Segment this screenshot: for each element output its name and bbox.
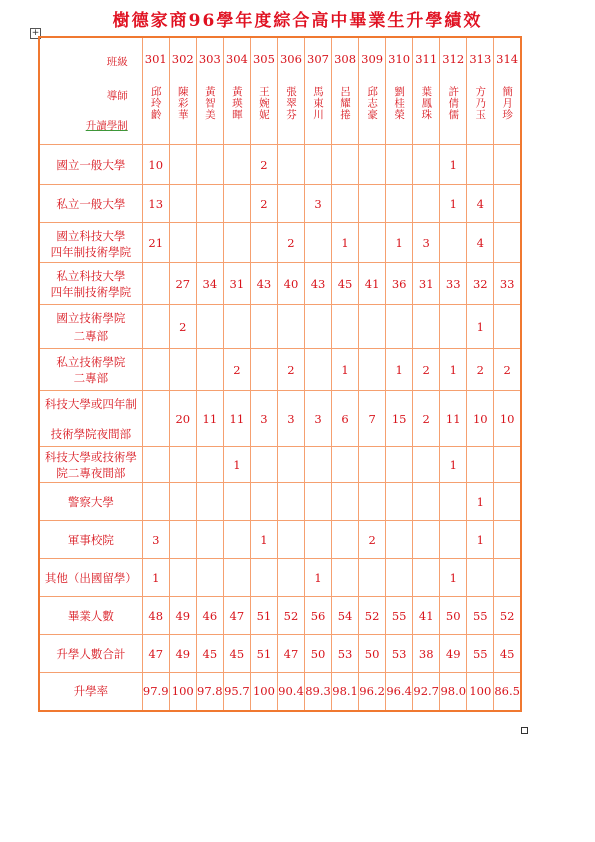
value-cell: [413, 559, 440, 597]
teacher-name: 陳彩華: [176, 86, 189, 121]
value-cell: 4: [467, 223, 494, 263]
value-cell: [277, 483, 304, 521]
value-cell: [223, 559, 250, 597]
value-cell: 1: [467, 483, 494, 521]
value-cell: 1: [440, 447, 467, 483]
row-label: 升學人數合計: [56, 646, 126, 661]
value-cell: 100: [169, 673, 196, 711]
value-cell: [304, 483, 331, 521]
value-cell: 89.3: [304, 673, 331, 711]
teacher-name: 葉鳳珠: [420, 86, 433, 121]
value-cell: [196, 349, 223, 391]
value-cell: 2: [359, 521, 386, 559]
value-cell: 49: [440, 635, 467, 673]
row-label-second: 技術學院夜間部: [50, 426, 132, 441]
class-header-cell: [440, 37, 467, 145]
row-label-cell: [39, 145, 142, 185]
class-number: 311: [415, 52, 438, 66]
value-cell: 53: [332, 635, 359, 673]
page-title: 樹德家商96學年度綜合高中畢業生升學績效: [112, 11, 483, 31]
teacher-name: 黃瑛暉: [230, 86, 243, 121]
value-cell: [169, 483, 196, 521]
value-cell: [277, 145, 304, 185]
class-header-cell: [386, 37, 413, 145]
class-number: 307: [307, 52, 329, 66]
table-row: [39, 447, 521, 483]
value-cell: 3: [277, 391, 304, 447]
value-cell: 1: [440, 145, 467, 185]
row-label: 畢業人數: [67, 608, 114, 623]
class-number: 304: [225, 52, 248, 66]
value-cell: 10: [467, 391, 494, 447]
row-label-second: 四年制技術學院: [50, 244, 132, 259]
value-cell: [386, 145, 413, 185]
value-cell: [467, 447, 494, 483]
row-label: 私立一般大學: [56, 196, 126, 211]
value-cell: 53: [386, 635, 413, 673]
value-cell: 52: [277, 597, 304, 635]
value-cell: [494, 483, 521, 521]
value-cell: 11: [196, 391, 223, 447]
table-row: [39, 635, 521, 673]
value-cell: 47: [223, 597, 250, 635]
header-row: [39, 37, 521, 145]
value-cell: [359, 305, 386, 349]
value-cell: 1: [440, 349, 467, 391]
class-header-cell: [332, 37, 359, 145]
value-cell: [440, 223, 467, 263]
value-cell: [277, 185, 304, 223]
value-cell: [196, 521, 223, 559]
value-cell: [386, 483, 413, 521]
value-cell: 1: [223, 447, 250, 483]
row-label-cell: [39, 349, 142, 391]
value-cell: [304, 223, 331, 263]
value-cell: 2: [223, 349, 250, 391]
class-number: 303: [198, 52, 221, 66]
value-cell: 96.4: [386, 673, 413, 711]
value-cell: 48: [142, 597, 169, 635]
value-cell: [440, 521, 467, 559]
value-cell: 54: [332, 597, 359, 635]
value-cell: [223, 305, 250, 349]
value-cell: 33: [440, 263, 467, 305]
table-row: [39, 305, 521, 349]
value-cell: 96.2: [359, 673, 386, 711]
row-label: 私立技術學院: [56, 354, 126, 369]
value-cell: 56: [304, 597, 331, 635]
value-cell: 1: [332, 349, 359, 391]
row-label: 科技大學或技術學院二專夜間部: [44, 449, 137, 480]
row-label: 軍事校院: [67, 532, 114, 547]
row-label-cell: [39, 483, 142, 521]
value-cell: 1: [386, 223, 413, 263]
value-cell: [440, 305, 467, 349]
value-cell: 31: [223, 263, 250, 305]
value-cell: 1: [304, 559, 331, 597]
class-header-cell: [413, 37, 440, 145]
value-cell: 52: [494, 597, 521, 635]
row-label-second: 二專部: [73, 328, 109, 343]
value-cell: 3: [413, 223, 440, 263]
value-cell: 2: [413, 391, 440, 447]
value-cell: [304, 349, 331, 391]
value-cell: [196, 145, 223, 185]
value-cell: [359, 223, 386, 263]
row-label: 科技大學或四年制: [44, 396, 137, 411]
value-cell: 51: [250, 635, 277, 673]
value-cell: [250, 223, 277, 263]
value-cell: 3: [304, 185, 331, 223]
value-cell: 43: [304, 263, 331, 305]
value-cell: [413, 185, 440, 223]
value-cell: 2: [250, 145, 277, 185]
value-cell: 2: [413, 349, 440, 391]
class-label: 班級: [106, 56, 128, 68]
row-label: 其他（出國留學）: [44, 570, 137, 585]
table-move-icon[interactable]: +: [31, 28, 40, 38]
value-cell: [413, 305, 440, 349]
value-cell: 55: [467, 635, 494, 673]
value-cell: [386, 185, 413, 223]
value-cell: 27: [169, 263, 196, 305]
value-cell: [196, 223, 223, 263]
teacher-name: 邱玲齡: [149, 86, 162, 121]
teacher-name: 許倩儒: [447, 86, 460, 121]
value-cell: 6: [332, 391, 359, 447]
value-cell: [467, 559, 494, 597]
table-row: [39, 483, 521, 521]
value-cell: [250, 349, 277, 391]
class-number: 306: [279, 52, 302, 66]
value-cell: 1: [332, 223, 359, 263]
value-cell: [332, 521, 359, 559]
class-header-cell: [223, 37, 250, 145]
value-cell: 20: [169, 391, 196, 447]
value-cell: 45: [196, 635, 223, 673]
value-cell: [169, 559, 196, 597]
row-label: 國立技術學院: [56, 310, 126, 325]
value-cell: [386, 521, 413, 559]
value-cell: [494, 521, 521, 559]
table-row: [39, 185, 521, 223]
header-label-cell: [39, 37, 142, 145]
table-row: [39, 521, 521, 559]
value-cell: [223, 185, 250, 223]
class-number: 309: [361, 52, 384, 66]
teacher-name: 馬東川: [312, 86, 324, 121]
table-row: [39, 349, 521, 391]
value-cell: 43: [250, 263, 277, 305]
teacher-name: 張翠芬: [284, 86, 297, 121]
value-cell: 49: [169, 635, 196, 673]
value-cell: 86.5: [494, 673, 521, 711]
value-cell: [304, 145, 331, 185]
value-cell: [332, 447, 359, 483]
class-header-cell: [359, 37, 386, 145]
value-cell: 51: [250, 597, 277, 635]
value-cell: 98.1: [332, 673, 359, 711]
value-cell: 1: [250, 521, 277, 559]
class-number: 312: [442, 52, 465, 66]
value-cell: [386, 305, 413, 349]
value-cell: 2: [494, 349, 521, 391]
value-cell: [142, 483, 169, 521]
row-label-cell: [39, 223, 142, 263]
value-cell: 92.7: [413, 673, 440, 711]
value-cell: 11: [440, 391, 467, 447]
value-cell: 32: [467, 263, 494, 305]
class-number: 308: [334, 52, 357, 66]
row-label: 國立一般大學: [56, 157, 126, 172]
value-cell: [196, 305, 223, 349]
table-resize-icon[interactable]: [521, 727, 528, 734]
value-cell: 10: [494, 391, 521, 447]
value-cell: [196, 447, 223, 483]
table-row: [39, 673, 521, 711]
value-cell: 34: [196, 263, 223, 305]
class-header-cell: [196, 37, 223, 145]
value-cell: 55: [467, 597, 494, 635]
value-cell: 1: [440, 559, 467, 597]
class-number: 302: [171, 52, 194, 66]
value-cell: 2: [467, 349, 494, 391]
value-cell: 36: [386, 263, 413, 305]
value-cell: [169, 521, 196, 559]
value-cell: [196, 185, 223, 223]
value-cell: 41: [413, 597, 440, 635]
value-cell: 90.4: [277, 673, 304, 711]
value-cell: 1: [386, 349, 413, 391]
row-label-cell: [39, 447, 142, 483]
value-cell: [359, 145, 386, 185]
value-cell: [223, 145, 250, 185]
value-cell: 1: [440, 185, 467, 223]
value-cell: [359, 559, 386, 597]
value-cell: [359, 447, 386, 483]
row-label-cell: [39, 597, 142, 635]
row-label-second: 四年制技術學院: [50, 284, 132, 299]
value-cell: 3: [304, 391, 331, 447]
value-cell: [494, 185, 521, 223]
value-cell: [223, 223, 250, 263]
value-cell: [359, 185, 386, 223]
value-cell: [332, 559, 359, 597]
value-cell: [494, 223, 521, 263]
value-cell: [223, 521, 250, 559]
class-number: 313: [469, 52, 492, 66]
value-cell: 31: [413, 263, 440, 305]
value-cell: [332, 145, 359, 185]
value-cell: [250, 559, 277, 597]
value-cell: [250, 483, 277, 521]
value-cell: 15: [386, 391, 413, 447]
value-cell: 1: [467, 521, 494, 559]
value-cell: [494, 559, 521, 597]
value-cell: 7: [359, 391, 386, 447]
value-cell: [169, 447, 196, 483]
value-cell: 21: [142, 223, 169, 263]
value-cell: [304, 447, 331, 483]
value-cell: [332, 483, 359, 521]
class-number: 314: [496, 52, 519, 66]
value-cell: 49: [169, 597, 196, 635]
class-number: 310: [388, 52, 411, 66]
table-row: [39, 145, 521, 185]
value-cell: 45: [494, 635, 521, 673]
row-label-cell: [39, 635, 142, 673]
table-row: [39, 263, 521, 305]
value-cell: 1: [142, 559, 169, 597]
value-cell: [440, 483, 467, 521]
value-cell: 100: [250, 673, 277, 711]
teacher-name: 劉桂榮: [393, 86, 406, 121]
value-cell: 2: [169, 305, 196, 349]
value-cell: [413, 483, 440, 521]
table-row: [39, 559, 521, 597]
class-header-cell: [467, 37, 494, 145]
class-number: 301: [144, 52, 167, 66]
teacher-name: 呂耀捲: [339, 86, 352, 121]
value-cell: [332, 305, 359, 349]
teacher-name: 簡月珍: [501, 86, 514, 121]
value-cell: 33: [494, 263, 521, 305]
teacher-name: 邱志豪: [366, 86, 379, 121]
value-cell: 45: [223, 635, 250, 673]
value-cell: [169, 223, 196, 263]
row-label-second: 二專部: [73, 370, 109, 385]
value-cell: 95.7: [223, 673, 250, 711]
class-header-cell: [250, 37, 277, 145]
value-cell: [494, 145, 521, 185]
value-cell: [250, 305, 277, 349]
value-cell: [413, 521, 440, 559]
value-cell: [386, 447, 413, 483]
value-cell: 38: [413, 635, 440, 673]
row-label: 警察大學: [67, 494, 114, 509]
value-cell: [169, 185, 196, 223]
value-cell: [169, 145, 196, 185]
value-cell: 47: [277, 635, 304, 673]
value-cell: [169, 349, 196, 391]
value-cell: 97.8: [196, 673, 223, 711]
row-label-cell: [39, 559, 142, 597]
class-header-cell: [494, 37, 521, 145]
value-cell: [277, 559, 304, 597]
row-label: 升學率: [73, 684, 109, 699]
value-cell: [142, 447, 169, 483]
row-label-cell: [39, 185, 142, 223]
value-cell: 10: [142, 145, 169, 185]
class-number: 305: [252, 52, 275, 66]
table-row: [39, 223, 521, 263]
teacher-name: 方乃玉: [474, 86, 487, 121]
value-cell: 45: [332, 263, 359, 305]
teacher-name: 王婉妮: [257, 86, 270, 121]
value-cell: [494, 305, 521, 349]
row-label-cell: [39, 263, 142, 305]
value-cell: [277, 305, 304, 349]
value-cell: [304, 305, 331, 349]
value-cell: 40: [277, 263, 304, 305]
row-label: 私立科技大學: [56, 268, 126, 283]
value-cell: 2: [277, 223, 304, 263]
value-cell: [413, 447, 440, 483]
class-header-cell: [142, 37, 169, 145]
value-cell: [386, 559, 413, 597]
results-table: [38, 36, 522, 712]
class-header-cell: [277, 37, 304, 145]
value-cell: 3: [142, 521, 169, 559]
value-cell: [142, 391, 169, 447]
system-label: 升讀學制: [85, 120, 128, 132]
value-cell: 13: [142, 185, 169, 223]
value-cell: 50: [359, 635, 386, 673]
row-label-cell: [39, 673, 142, 711]
value-cell: 2: [277, 349, 304, 391]
value-cell: [250, 447, 277, 483]
value-cell: [359, 349, 386, 391]
teacher-label: 導師: [106, 90, 128, 102]
value-cell: [277, 521, 304, 559]
value-cell: 50: [440, 597, 467, 635]
value-cell: 4: [467, 185, 494, 223]
value-cell: 55: [386, 597, 413, 635]
row-label-cell: [39, 521, 142, 559]
value-cell: [359, 483, 386, 521]
value-cell: [196, 559, 223, 597]
value-cell: [196, 483, 223, 521]
value-cell: 98.0: [440, 673, 467, 711]
value-cell: 97.9: [142, 673, 169, 711]
value-cell: [277, 447, 304, 483]
class-header-cell: [304, 37, 331, 145]
class-header-cell: [169, 37, 196, 145]
value-cell: 2: [250, 185, 277, 223]
value-cell: [467, 145, 494, 185]
value-cell: [494, 447, 521, 483]
value-cell: [332, 185, 359, 223]
value-cell: [142, 305, 169, 349]
row-label-cell: [39, 391, 142, 447]
value-cell: 1: [467, 305, 494, 349]
value-cell: 50: [304, 635, 331, 673]
value-cell: 41: [359, 263, 386, 305]
value-cell: 46: [196, 597, 223, 635]
row-label-cell: [39, 305, 142, 349]
teacher-name: 黃智美: [203, 86, 216, 121]
table-row: [39, 391, 521, 447]
value-cell: 11: [223, 391, 250, 447]
value-cell: [304, 521, 331, 559]
table-row: [39, 597, 521, 635]
value-cell: 100: [467, 673, 494, 711]
value-cell: [223, 483, 250, 521]
row-label: 國立科技大學: [56, 228, 126, 243]
value-cell: 52: [359, 597, 386, 635]
value-cell: [142, 263, 169, 305]
value-cell: 47: [142, 635, 169, 673]
value-cell: [142, 349, 169, 391]
value-cell: [413, 145, 440, 185]
value-cell: 3: [250, 391, 277, 447]
